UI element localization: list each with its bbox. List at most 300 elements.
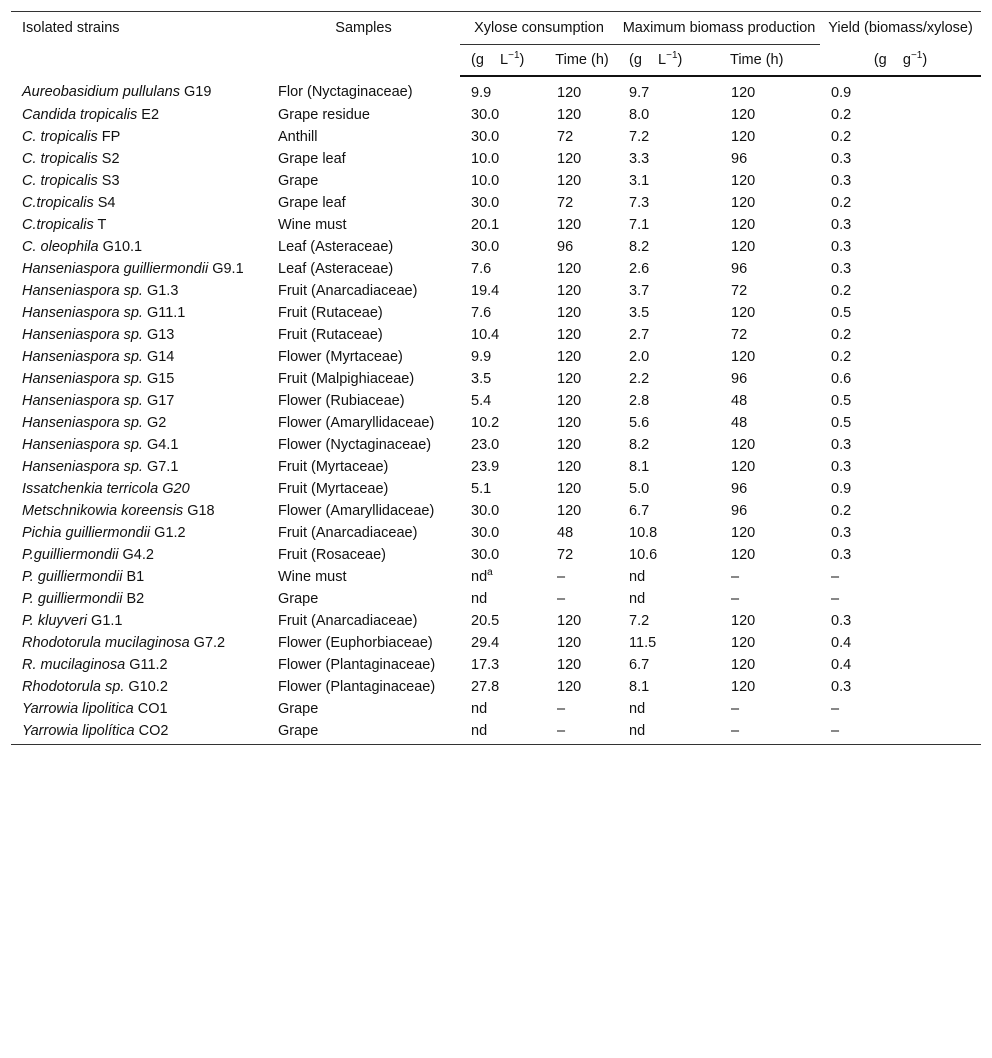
sample-cell: Flower (Plantaginaceae) xyxy=(278,679,436,695)
strain-cell xyxy=(11,76,267,104)
table-row xyxy=(11,720,981,745)
strain-code: G19 xyxy=(180,84,212,100)
table-row xyxy=(11,76,981,104)
strain-cell xyxy=(11,126,267,148)
table-row xyxy=(11,324,981,346)
table-row xyxy=(11,478,981,500)
xylose-consumption-cell: 10.2 xyxy=(471,415,500,431)
sample-cell: Flower (Plantaginaceae) xyxy=(278,657,436,673)
yield-cell: 0.2 xyxy=(831,349,852,365)
strain-cell xyxy=(11,236,267,258)
xylose-time-cell: – xyxy=(557,701,566,717)
biomass-time-cell: 120 xyxy=(731,107,756,123)
biomass-production-cell: 2.2 xyxy=(629,371,650,387)
xylose-consumption-cell: 30.0 xyxy=(471,129,500,145)
xylose-consumption-cell: 10.4 xyxy=(471,327,500,343)
biomass-time-cell: 72 xyxy=(731,283,748,299)
xylose-consumption-cell: 19.4 xyxy=(471,283,500,299)
biomass-time-cell: – xyxy=(720,720,820,745)
strain-cell xyxy=(11,258,267,280)
strain-cell xyxy=(11,302,267,324)
species-name: Aureobasidium pullulans xyxy=(22,84,180,100)
species-name: Rhodotorula sp. xyxy=(22,679,125,695)
biomass-production-cell: 3.7 xyxy=(629,283,650,299)
xylose-consumption-cell: 27.8 xyxy=(471,679,500,695)
species-name: Hanseniaspora sp. xyxy=(22,459,143,475)
header-xylose-time: Time (h) xyxy=(546,45,618,77)
sample-cell: Flower (Amaryllidaceae) xyxy=(278,503,435,519)
yield-cell: 0.3 xyxy=(831,437,852,453)
strain-code: G7.2 xyxy=(189,635,226,651)
strain-cell xyxy=(11,720,267,745)
xylose-time-cell: 120 xyxy=(557,173,582,189)
yield-cell: 0.5 xyxy=(831,305,852,321)
xylose-consumption-cell: 30.0 xyxy=(471,525,500,541)
xylose-time-cell: 120 xyxy=(557,151,582,167)
species-name: Hanseniaspora guilliermondii xyxy=(22,261,209,277)
table-row xyxy=(11,566,981,588)
sample-cell: Fruit (Anarcadiaceae) xyxy=(278,525,418,541)
xylose-consumption-cell: nd xyxy=(471,591,488,607)
biomass-time-cell: 96 xyxy=(731,151,748,167)
yield-cell: 0.3 xyxy=(831,679,852,695)
biomass-time-cell: 120 xyxy=(731,679,756,695)
sample-cell: Grape xyxy=(267,720,460,745)
strain-code: FP xyxy=(97,129,121,145)
yield-cell: – xyxy=(831,701,840,717)
table-row xyxy=(11,676,981,698)
xylose-consumption-cell: 30.0 xyxy=(471,503,500,519)
sample-cell: Fruit (Myrtaceae) xyxy=(278,481,389,497)
xylose-time-cell: 72 xyxy=(557,129,574,145)
strain-cell xyxy=(11,676,267,698)
sample-cell: Grape leaf xyxy=(278,151,346,167)
strain-cell xyxy=(11,148,267,170)
species-name: P.guilliermondii xyxy=(22,547,119,563)
strain-code: T xyxy=(93,217,107,233)
xylose-consumption-cell: 20.1 xyxy=(471,217,500,233)
sample-cell: Flower (Euphorbiaceae) xyxy=(278,635,433,651)
species-name: P. guilliermondii xyxy=(22,591,123,607)
biomass-production-cell: 7.2 xyxy=(629,129,650,145)
biomass-time-cell: – xyxy=(731,591,740,607)
biomass-time-cell: 48 xyxy=(731,415,748,431)
biomass-time-cell: 120 xyxy=(731,173,756,189)
yield-cell: 0.2 xyxy=(831,503,852,519)
biomass-time-cell: 120 xyxy=(731,657,756,673)
yield-cell: 0.3 xyxy=(831,547,852,563)
table-row xyxy=(11,654,981,676)
strain-cell xyxy=(11,698,267,720)
sample-cell: Fruit (Malpighiaceae) xyxy=(278,371,415,387)
strain-code: S2 xyxy=(97,151,120,167)
strain-code: E2 xyxy=(137,107,160,123)
yield-cell: 0.3 xyxy=(831,151,852,167)
species-name: Yarrowia lipolitica xyxy=(22,701,134,717)
strain-code: G1.1 xyxy=(87,613,123,629)
header-yield-unit: (g $g^{-1}$) xyxy=(820,45,981,77)
table-row xyxy=(11,632,981,654)
species-name: Yarrowia lipolítica xyxy=(22,723,135,739)
strain-code: G13 xyxy=(142,327,175,343)
biomass-time-cell: 120 xyxy=(731,459,756,475)
biomass-production-cell: 6.7 xyxy=(629,657,650,673)
strain-cell xyxy=(11,456,267,478)
table-row xyxy=(11,258,981,280)
strain-cell xyxy=(11,610,267,632)
biomass-time-cell: 96 xyxy=(731,371,748,387)
strain-code: S4 xyxy=(93,195,116,211)
xylose-time-cell: 120 xyxy=(557,283,582,299)
biomass-production-cell: nd xyxy=(629,701,646,717)
strain-code: G18 xyxy=(183,503,215,519)
biomass-production-cell: 10.8 xyxy=(629,525,658,541)
table-row xyxy=(11,412,981,434)
strain-cell xyxy=(11,104,267,126)
biomass-production-cell: 3.3 xyxy=(629,151,650,167)
yield-cell: 0.3 xyxy=(831,525,852,541)
strain-cell xyxy=(11,280,267,302)
species-name: C.tropicalis xyxy=(22,195,94,211)
xylose-time-cell: 72 xyxy=(557,195,574,211)
biomass-time-cell: 120 xyxy=(731,547,756,563)
biomass-time-cell: 120 xyxy=(731,635,756,651)
xylose-time-cell: 120 xyxy=(557,349,582,365)
biomass-time-cell: 120 xyxy=(731,217,756,233)
yield-cell: 0.3 xyxy=(831,239,852,255)
strain-code: G2 xyxy=(142,415,167,431)
yield-cell: 0.3 xyxy=(831,459,852,475)
strain-code: G11.2 xyxy=(125,657,168,673)
xylose-consumption-cell: 17.3 xyxy=(471,657,500,673)
xylose-consumption-cell: 9.9 xyxy=(471,349,492,365)
table-row xyxy=(11,522,981,544)
species-name: Issatchenkia terricola G20 xyxy=(22,481,190,497)
yield-cell: – xyxy=(831,591,840,607)
sample-cell: Flor (Nyctaginaceae) xyxy=(278,84,413,100)
biomass-time-cell: 120 xyxy=(731,525,756,541)
biomass-production-cell: 10.6 xyxy=(629,547,658,563)
biomass-time-cell: 120 xyxy=(731,437,756,453)
biomass-production-cell: 7.2 xyxy=(629,613,650,629)
biomass-production-cell: nd xyxy=(629,569,646,585)
yield-cell: 0.2 xyxy=(831,327,852,343)
biomass-production-cell: 8.2 xyxy=(629,239,650,255)
sample-cell: Flower (Myrtaceae) xyxy=(278,349,403,365)
biomass-production-cell: 3.5 xyxy=(629,305,650,321)
strain-code: G17 xyxy=(142,393,175,409)
strain-cell xyxy=(11,170,267,192)
xylose-time-cell: 120 xyxy=(557,613,582,629)
sample-cell: Fruit (Anarcadiaceae) xyxy=(278,613,418,629)
biomass-time-cell: 120 xyxy=(731,305,756,321)
xylose-consumption-cell: 7.6 xyxy=(471,261,492,277)
xylose-consumption-cell: 7.6 xyxy=(471,305,492,321)
strain-code: G10.2 xyxy=(124,679,168,695)
xylose-consumption-cell: $nd^a$ xyxy=(471,567,493,585)
xylose-consumption-cell: 9.9 xyxy=(471,85,492,101)
biomass-production-cell: 7.3 xyxy=(629,195,650,211)
sample-cell: Flower (Amaryllidaceae) xyxy=(278,415,435,431)
sample-cell: Grape xyxy=(278,591,319,607)
biomass-time-cell: – xyxy=(731,701,740,717)
strain-cell xyxy=(11,632,267,654)
biomass-production-cell: 11.5 xyxy=(629,635,657,651)
xylose-consumption-cell: 5.1 xyxy=(471,481,492,497)
xylose-time-cell: 120 xyxy=(557,371,582,387)
sample-cell: Fruit (Myrtaceae) xyxy=(278,459,389,475)
species-name: Hanseniaspora sp. xyxy=(22,327,143,343)
strain-code: CO1 xyxy=(133,701,168,717)
sample-cell: Wine must xyxy=(278,217,347,233)
species-name: P. guilliermondii xyxy=(22,569,123,585)
table-row xyxy=(11,588,981,610)
xylose-time-cell: 120 xyxy=(557,327,582,343)
biomass-production-cell: 8.2 xyxy=(629,437,650,453)
sample-cell: Leaf (Asteraceae) xyxy=(278,239,394,255)
species-name: C.tropicalis xyxy=(22,217,94,233)
biomass-time-cell: 48 xyxy=(731,393,748,409)
strain-cell xyxy=(11,588,267,610)
yield-cell: 0.3 xyxy=(831,261,852,277)
strain-cell xyxy=(11,434,267,456)
strain-code: G15 xyxy=(142,371,175,387)
strain-cell xyxy=(11,566,267,588)
table-row xyxy=(11,302,981,324)
strain-cell xyxy=(11,544,267,566)
strain-cell xyxy=(11,346,267,368)
biomass-time-cell: 120 xyxy=(731,195,756,211)
biomass-time-cell: 120 xyxy=(731,85,756,101)
biomass-production-cell: 5.0 xyxy=(629,481,650,497)
strain-cell xyxy=(11,412,267,434)
biomass-time-cell: 96 xyxy=(731,261,748,277)
biomass-production-cell: 7.1 xyxy=(629,217,650,233)
sample-cell: Grape residue xyxy=(278,107,370,123)
biomass-time-cell: 120 xyxy=(731,129,756,145)
xylose-time-cell: 96 xyxy=(557,239,574,255)
sample-cell: Flower (Rubiaceae) xyxy=(278,393,405,409)
table-row xyxy=(11,500,981,522)
yield-cell: 0.5 xyxy=(831,415,852,431)
yield-cell: 0.4 xyxy=(831,657,852,673)
xylose-consumption-cell: 23.9 xyxy=(471,459,500,475)
species-name: Hanseniaspora sp. xyxy=(22,349,143,365)
header-xylose-unit: (g $L^{-1}$) xyxy=(460,45,546,77)
yield-cell: 0.9 xyxy=(831,481,852,497)
species-name: Hanseniaspora sp. xyxy=(22,393,143,409)
xylose-consumption-cell: 10.0 xyxy=(471,173,500,189)
xylose-consumption-cell: 5.4 xyxy=(471,393,492,409)
table-row xyxy=(11,126,981,148)
sample-cell: Grape xyxy=(278,701,319,717)
biomass-production-cell: 2.6 xyxy=(629,261,650,277)
xylose-time-cell: 120 xyxy=(557,459,582,475)
header-isolated-strains: Isolated strains xyxy=(11,12,267,77)
strain-code: G1.2 xyxy=(150,525,186,541)
xylose-consumption-cell: 29.4 xyxy=(471,635,500,651)
table-row xyxy=(11,390,981,412)
xylose-time-cell: 120 xyxy=(557,481,582,497)
xylose-time-cell: 120 xyxy=(557,107,582,123)
strain-code: B1 xyxy=(122,569,145,585)
xylose-consumption-cell: 10.0 xyxy=(471,151,500,167)
strain-cell xyxy=(11,500,267,522)
table-row xyxy=(11,170,981,192)
header-samples: Samples xyxy=(267,12,460,77)
strain-cell xyxy=(11,324,267,346)
species-name: C. tropicalis xyxy=(22,129,98,145)
strain-code: G4.1 xyxy=(142,437,179,453)
header-biomass-time: Time (h) xyxy=(720,45,820,77)
biomass-time-cell: 120 xyxy=(731,239,756,255)
table-row xyxy=(11,280,981,302)
biomass-production-cell: 2.8 xyxy=(629,393,650,409)
yield-cell: – xyxy=(831,569,840,585)
sample-cell: Leaf (Asteraceae) xyxy=(278,261,394,277)
species-name: Metschnikowia koreensis xyxy=(22,503,184,519)
species-name: C. tropicalis xyxy=(22,173,98,189)
biomass-production-cell: nd xyxy=(618,720,720,745)
strain-code: G7.1 xyxy=(142,459,179,475)
xylose-consumption-cell: nd xyxy=(460,720,546,745)
strain-code: CO2 xyxy=(134,723,169,739)
strain-code: S3 xyxy=(97,173,120,189)
yield-cell: 0.5 xyxy=(831,393,852,409)
biomass-production-cell: 9.7 xyxy=(629,85,650,101)
xylose-time-cell: 120 xyxy=(557,437,582,453)
strain-code: G9.1 xyxy=(208,261,244,277)
yield-cell: 0.2 xyxy=(831,195,852,211)
species-name: R. mucilaginosa xyxy=(22,657,126,673)
table-row xyxy=(11,346,981,368)
table-row xyxy=(11,544,981,566)
xylose-time-cell: 120 xyxy=(557,305,582,321)
biomass-time-cell: 120 xyxy=(731,349,756,365)
sample-cell: Fruit (Rutaceae) xyxy=(278,327,383,343)
header-biomass-unit: (g $L^{-1}$) xyxy=(618,45,720,77)
header-yield: Yield (biomass/xylose) xyxy=(820,12,981,45)
table-row xyxy=(11,192,981,214)
biomass-production-cell: 2.0 xyxy=(629,349,650,365)
xylose-time-cell: 120 xyxy=(557,393,582,409)
header-xylose-consumption: Xylose consumption xyxy=(460,12,618,45)
biomass-production-cell: 8.1 xyxy=(629,679,650,695)
strain-cell xyxy=(11,522,267,544)
table-row xyxy=(11,698,981,720)
strain-cell xyxy=(11,390,267,412)
xylose-consumption-cell: 30.0 xyxy=(471,547,500,563)
species-name: C. tropicalis xyxy=(22,151,98,167)
xylose-time-cell: 120 xyxy=(557,261,582,277)
xylose-consumption-cell: 30.0 xyxy=(471,195,500,211)
strain-cell xyxy=(11,214,267,236)
xylose-time-cell: – xyxy=(557,569,566,585)
species-name: Hanseniaspora sp. xyxy=(22,415,143,431)
species-name: Candida tropicalis xyxy=(22,107,138,123)
xylose-consumption-cell: 3.5 xyxy=(471,371,492,387)
xylose-time-cell: 120 xyxy=(557,217,582,233)
sample-cell: Flower (Nyctaginaceae) xyxy=(278,437,432,453)
sample-cell: Fruit (Rutaceae) xyxy=(278,305,383,321)
xylose-consumption-cell: 23.0 xyxy=(471,437,500,453)
yield-cell: 0.9 xyxy=(831,85,852,101)
xylose-time-cell: 120 xyxy=(557,503,582,519)
biomass-production-cell: nd xyxy=(629,591,646,607)
species-name: C. oleophila xyxy=(22,239,99,255)
yield-cell: 0.2 xyxy=(831,283,852,299)
xylose-time-cell: – xyxy=(546,720,618,745)
table-row xyxy=(11,148,981,170)
xylose-time-cell: – xyxy=(557,591,566,607)
yield-cell: 0.6 xyxy=(831,371,852,387)
yeast-xylose-table xyxy=(11,11,981,745)
strain-code: G4.2 xyxy=(118,547,154,563)
xylose-consumption-cell: 30.0 xyxy=(471,239,500,255)
biomass-production-cell: 5.6 xyxy=(629,415,650,431)
table-row xyxy=(11,236,981,258)
table-row xyxy=(11,610,981,632)
xylose-time-cell: 120 xyxy=(557,85,582,101)
xylose-consumption-cell: nd xyxy=(471,701,488,717)
table-row xyxy=(11,368,981,390)
xylose-time-cell: 48 xyxy=(557,525,574,541)
xylose-time-cell: 120 xyxy=(557,415,582,431)
xylose-consumption-cell: 20.5 xyxy=(471,613,500,629)
yield-cell: 0.3 xyxy=(831,173,852,189)
strain-cell xyxy=(11,192,267,214)
biomass-production-cell: 8.0 xyxy=(629,107,650,123)
species-name: Hanseniaspora sp. xyxy=(22,371,143,387)
biomass-time-cell: – xyxy=(731,569,740,585)
yield-cell: 0.2 xyxy=(831,107,852,123)
strain-cell xyxy=(11,478,267,500)
sample-cell: Fruit (Rosaceae) xyxy=(278,547,386,563)
yield-cell: 0.3 xyxy=(831,613,852,629)
sample-cell: Wine must xyxy=(278,569,347,585)
species-name: Hanseniaspora sp. xyxy=(22,305,143,321)
xylose-time-cell: 120 xyxy=(557,657,582,673)
species-name: Hanseniaspora sp. xyxy=(22,437,143,453)
table-row xyxy=(11,456,981,478)
strain-code: B2 xyxy=(122,591,145,607)
strain-code: G10.1 xyxy=(98,239,143,255)
sample-cell: Anthill xyxy=(278,129,318,145)
table-row xyxy=(11,104,981,126)
species-name: Rhodotorula mucilaginosa xyxy=(22,635,190,651)
sample-cell: Grape leaf xyxy=(278,195,346,211)
strain-code: G14 xyxy=(142,349,175,365)
yield-cell: 0.4 xyxy=(831,635,852,651)
strain-code: G1.3 xyxy=(142,283,179,299)
species-name: Hanseniaspora sp. xyxy=(22,283,143,299)
species-name: P. kluyveri xyxy=(22,613,88,629)
species-name: Pichia guilliermondii xyxy=(22,525,151,541)
xylose-time-cell: 120 xyxy=(557,679,582,695)
table-row xyxy=(11,214,981,236)
yield-cell: 0.3 xyxy=(831,217,852,233)
xylose-time-cell: 72 xyxy=(557,547,574,563)
strain-cell xyxy=(11,368,267,390)
biomass-production-cell: 3.1 xyxy=(629,173,650,189)
xylose-time-cell: 120 xyxy=(557,635,582,651)
biomass-time-cell: 96 xyxy=(731,503,748,519)
table-row xyxy=(11,434,981,456)
sample-cell: Fruit (Anarcadiaceae) xyxy=(278,283,418,299)
biomass-time-cell: 72 xyxy=(731,327,748,343)
xylose-consumption-cell: 30.0 xyxy=(471,107,500,123)
yield-cell: 0.2 xyxy=(831,129,852,145)
